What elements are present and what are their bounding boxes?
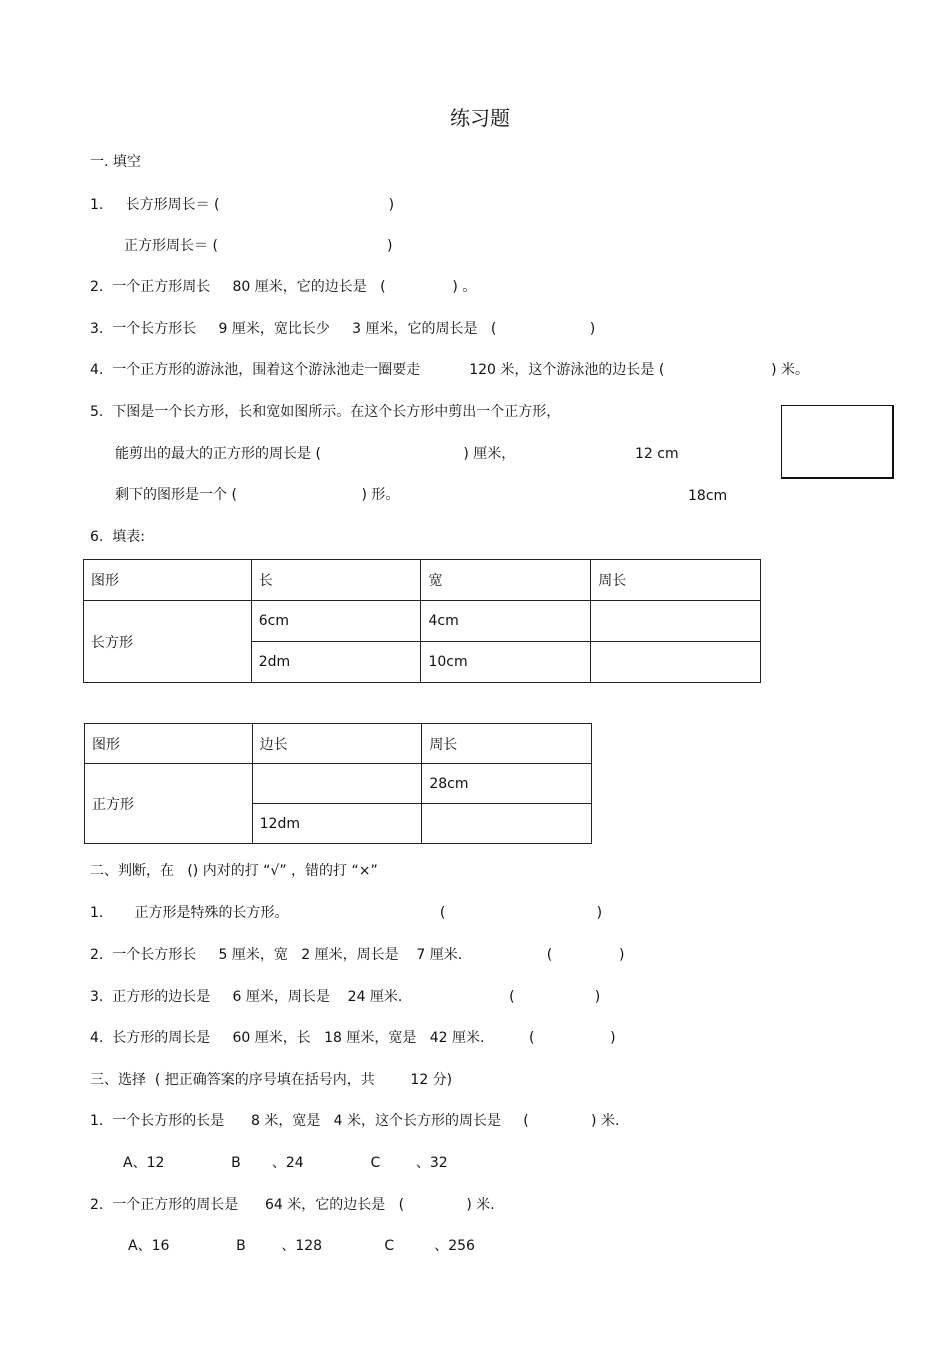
table-header-cell: 宽: [421, 560, 591, 601]
judge-question-3: 3. 正方形的边长是 6 厘米，周长是 24 厘米. ( ): [90, 989, 601, 1005]
choice-question-1-options: A、12 B 、24 C 、32: [123, 1155, 448, 1171]
table-header-cell: 周长: [591, 560, 761, 601]
table-shape-cell: 正方形: [85, 764, 253, 844]
figure-width-label: 12 cm: [635, 446, 679, 462]
page-title: 练习题: [450, 106, 510, 130]
table-cell: [591, 642, 761, 683]
table-row: [85, 764, 592, 804]
choice-question-1: 1. 一个长方形的长是 8 米，宽是 4 米，这个长方形的周长是 ( ) 米.: [90, 1113, 620, 1129]
table-header-row: [85, 724, 592, 764]
table-header-cell: 图形: [84, 560, 252, 601]
table-cell: 10cm: [421, 642, 591, 683]
rectangle-figure: [781, 405, 894, 479]
table-header-row: [84, 560, 761, 601]
judge-question-4: 4. 长方形的周长是 60 厘米，长 18 厘米，宽是 42 厘米. ( ): [90, 1030, 616, 1046]
section-choice-heading: 三、选择 ( 把正确答案的序号填在括号内，共 12 分): [90, 1072, 453, 1088]
table-cell: [252, 764, 422, 804]
question-1b: 正方形周长＝ ( ): [124, 238, 393, 254]
table-cell: [422, 804, 592, 844]
question-2: 2. 一个正方形周长 80 厘米，它的边长是 ( ) 。: [90, 279, 477, 295]
table-shape-cell: 长方形: [84, 601, 252, 683]
question-4: 4. 一个正方形的游泳池，围着这个游泳池走一圈要走 120 米，这个游泳池的边长是 ( ) 米。: [90, 362, 810, 378]
question-5b: 能剪出的最大的正方形的周长是 ( ) 厘米，: [115, 446, 516, 462]
choice-question-2-options: A、16 B 、128 C 、256: [128, 1238, 475, 1254]
table-cell: 12dm: [252, 804, 422, 844]
section-judge-heading: 二、判断，在 () 内对的打 “√” ，错的打 “×”: [90, 863, 378, 879]
square-table: [84, 723, 592, 844]
table-header-cell: 图形: [85, 724, 253, 764]
question-1a: 1. 长方形周长＝ ( ): [90, 197, 395, 213]
table-cell: 2dm: [251, 642, 421, 683]
figure-length-label: 18cm: [688, 488, 728, 504]
question-6: 6. 填表:: [90, 529, 145, 545]
table-cell: 4cm: [421, 601, 591, 642]
question-5c: 剩下的图形是一个 ( ) 形。: [115, 487, 400, 503]
table-header-cell: 长: [251, 560, 421, 601]
table-cell: 28cm: [422, 764, 592, 804]
section-fill-blank-heading: 一. 填空: [90, 154, 141, 170]
choice-question-2: 2. 一个正方形的周长是 64 米，它的边长是 ( ) 米.: [90, 1197, 495, 1213]
judge-question-2: 2. 一个长方形长 5 厘米，宽 2 厘米，周长是 7 厘米. ( ): [90, 947, 625, 963]
table-cell: [591, 601, 761, 642]
table-cell: 6cm: [251, 601, 421, 642]
rectangle-table: [83, 559, 761, 683]
judge-question-1: 1. 正方形是特殊的长方形。 ( ): [90, 905, 603, 921]
table-row: [84, 601, 761, 642]
table-header-cell: 周长: [422, 724, 592, 764]
table-header-cell: 边长: [252, 724, 422, 764]
question-3: 3. 一个长方形长 9 厘米，宽比长少 3 厘米，它的周长是 ( ): [90, 321, 596, 337]
question-5a: 5. 下图是一个长方形，长和宽如图所示。在这个长方形中剪出一个正方形，: [90, 404, 561, 420]
